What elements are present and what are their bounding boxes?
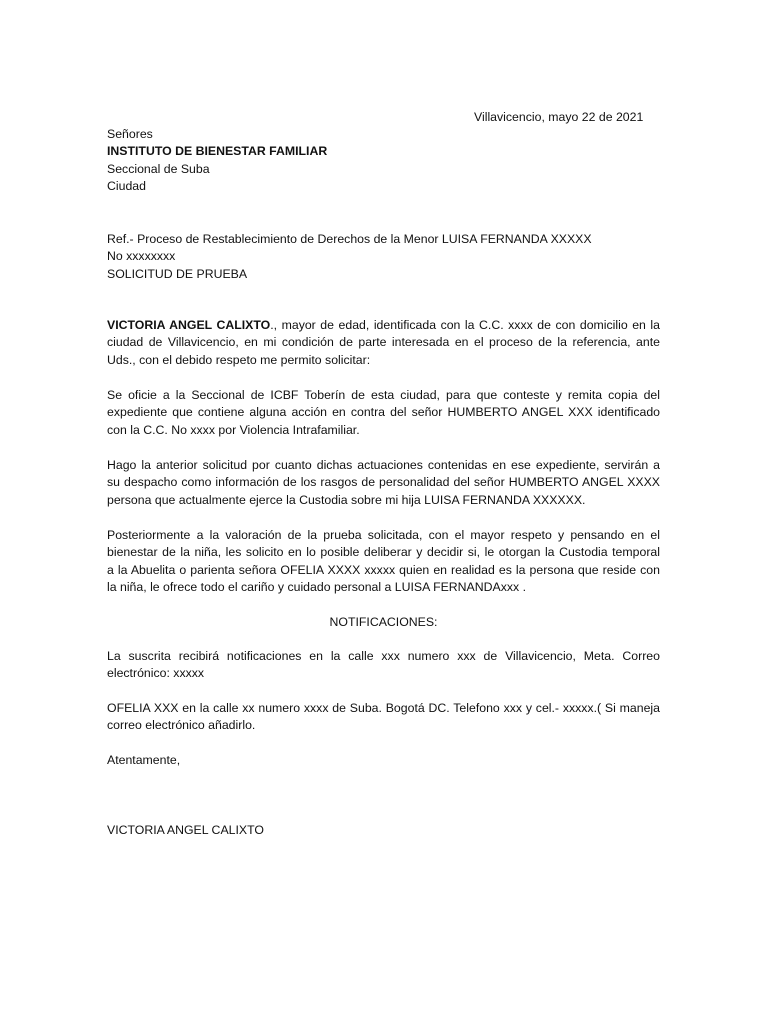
paragraph-line: a la Abuelita o parienta señora OFELIA XXXX xxxxx quien en realidad es la persona que reside con bbox=[107, 562, 660, 577]
signature-name: VICTORIA ANGEL CALIXTO bbox=[107, 823, 264, 837]
paragraph-introduction bbox=[107, 317, 660, 369]
closing-salutation: Atentamente, bbox=[107, 753, 181, 767]
notifications-heading: NOTIFICACIONES: bbox=[329, 615, 438, 629]
paragraph-line: OFELIA XXX en la calle xx numero xxxx de Suba. Bogotá DC. Telefono xxx y cel.- xxxxx.( Si maneja bbox=[107, 701, 660, 715]
paragraph-line: con la C.C. No xxxx por Violencia Intrafamiliar. bbox=[107, 422, 360, 437]
paragraph-line: persona que actualmente ejerce la Custodia sobre mi hija LUISA FERNANDA XXXXXX. bbox=[107, 492, 586, 507]
paragraph-line: la niña, le ofrece todo el cariño y cuidado personal a LUISA FERNANDAxxx . bbox=[107, 579, 526, 594]
reference-line: Ref.- Proceso de Restablecimiento de Derechos de la Menor LUISA FERNANDA XXXXX bbox=[107, 232, 592, 246]
paragraph-line bbox=[107, 317, 660, 334]
paragraph-line: Uds., con el debido respeto me permito solicitar: bbox=[107, 352, 371, 367]
paragraph-line: Posteriormente a la valoración de la prueba solicitada, con el mayor respeto y pensando en el bbox=[107, 528, 660, 542]
reference-number: No xxxxxxxx bbox=[107, 249, 176, 264]
paragraph-line: Hago la anterior solicitud por cuanto dichas actuaciones contenidas en ese expediente, servirán a bbox=[107, 458, 660, 472]
paragraph-notification-grandmother bbox=[107, 700, 660, 735]
reference-block bbox=[107, 231, 660, 283]
paragraph-line: electrónico: xxxxx bbox=[107, 666, 205, 681]
paragraph-justification bbox=[107, 457, 660, 509]
paragraph-line: expediente que contiene alguna acción en contra del señor HUMBERTO ANGEL XXX identificado bbox=[107, 405, 660, 420]
salutation: Señores bbox=[107, 127, 153, 141]
reference-subject: SOLICITUD DE PRUEBA bbox=[107, 266, 248, 281]
city-line: Ciudad bbox=[107, 178, 146, 193]
letter-date: Villavicencio, mayo 22 de 2021 bbox=[474, 110, 644, 124]
paragraph-request bbox=[107, 387, 660, 439]
paragraph-line: bienestar de la niña, les solicito en lo posible deliberar y decidir si, le otorgan la Custodia temporal bbox=[107, 545, 660, 560]
paragraph-line-text: ., mayor de edad, identificada con la C.C. xxxx de con domicilio en la bbox=[270, 318, 661, 332]
branch-name: Seccional de Suba bbox=[107, 161, 210, 176]
institution-name: INSTITUTO DE BIENESTAR FAMILIAR bbox=[107, 144, 328, 159]
paragraph-line: La suscrita recibirá notificaciones en la calle xxx numero xxx de Villavicencio, Meta. Correo bbox=[107, 649, 660, 663]
paragraph-line: Se oficie a la Seccional de ICBF Toberín de esta ciudad, para que conteste y remita copia del bbox=[107, 388, 660, 402]
paragraph-line: su despacho como información de los rasgos de personalidad del señor HUMBERTO ANGEL XXXX bbox=[107, 475, 660, 490]
paragraph-custody-request bbox=[107, 527, 660, 596]
paragraph-line: ciudad de Villavicencio, en mi condición de parte interesada en el proceso de la referencia, ante bbox=[107, 335, 660, 350]
addressee-block bbox=[107, 126, 660, 195]
paragraph-notification-petitioner bbox=[107, 648, 660, 683]
paragraph-line: correo electrónico añadirlo. bbox=[107, 718, 256, 733]
petitioner-name: VICTORIA ANGEL CALIXTO bbox=[107, 318, 271, 332]
